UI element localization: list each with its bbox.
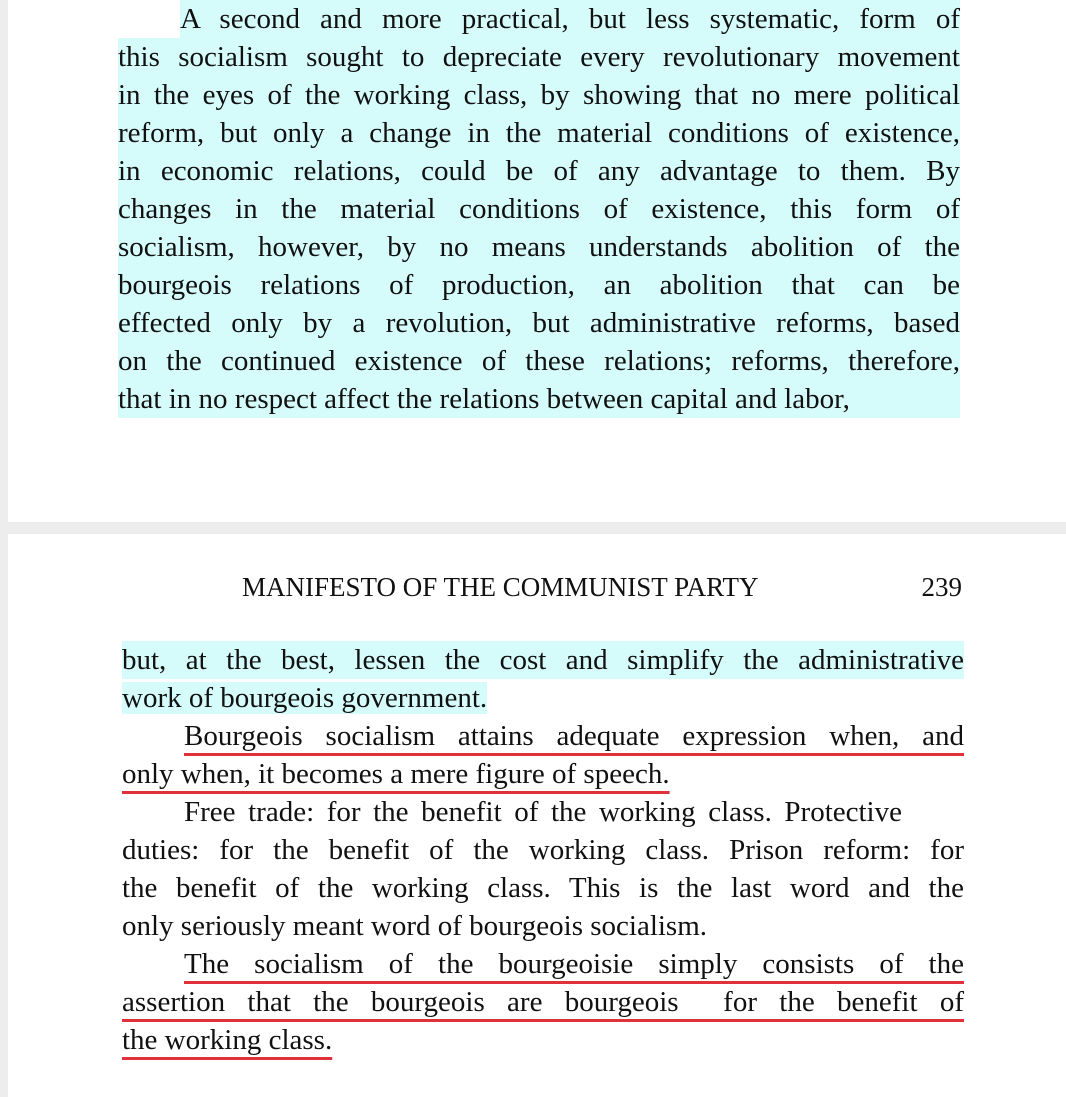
underlined-text: only when, it becomes a mere figure of speech.	[122, 758, 670, 790]
text-line: socialism, however, by no means understands abolition of the	[118, 228, 960, 266]
text-line	[122, 945, 964, 983]
body-text	[122, 641, 964, 1059]
text-line: bourgeois relations of production, an abolition that can be	[118, 266, 960, 304]
highlighted-text: A second and more practical, but less systematic, form of	[180, 0, 960, 38]
underlined-text: Bourgeois socialism attains adequate expression when, and	[184, 720, 964, 752]
page-number: 239	[921, 572, 962, 602]
text-line: effected only by a revolution, but administrative reforms, based	[118, 304, 960, 342]
text-line	[122, 755, 964, 793]
text-line	[122, 679, 964, 717]
underlined-text: The socialism of the bourgeoisie simply consists of the	[184, 948, 964, 980]
highlighted-text: this socialism sought to depreciate every revolutionary movement	[118, 41, 960, 73]
text-line: changes in the material conditions of existence, this form of	[118, 190, 960, 228]
text-line: in the eyes of the working class, by showing that no mere political	[118, 76, 960, 114]
text-line: in economic relations, could be of any advantage to them. By	[118, 152, 960, 190]
text-line	[118, 0, 960, 38]
text-line	[122, 983, 964, 1021]
text-line: the benefit of the working class. This is the last word and the	[122, 872, 964, 904]
highlighted-paragraph	[118, 0, 960, 418]
text-line: duties: for the benefit of the working class. Prison reform: for	[122, 834, 964, 866]
running-head-title: MANIFESTO OF THE COMMUNIST PARTY	[242, 572, 759, 602]
text-line	[122, 717, 964, 755]
text-line: reform, but only a change in the material conditions of existence,	[118, 114, 960, 152]
upper-page	[8, 0, 1066, 522]
text-line: but, at the best, lessen the cost and simplify the administrative	[122, 641, 964, 679]
text-line: only seriously meant word of bourgeois socialism.	[122, 910, 708, 942]
running-header	[242, 570, 962, 604]
underlined-text: assertion that the bourgeois are bourgeois for the benefit of	[122, 986, 964, 1018]
text-line	[122, 1021, 964, 1059]
text-line: on the continued existence of these relations; reforms, therefore,	[118, 342, 960, 380]
highlighted-text: work of bourgeois government.	[122, 682, 488, 714]
text-line: Free trade: for the benefit of the working class. Protective	[184, 796, 902, 828]
lower-page	[8, 534, 1066, 1097]
text-line	[118, 38, 960, 76]
text-line: that in no respect affect the relations between capital and labor,	[118, 380, 960, 418]
underlined-text: the working class.	[122, 1024, 333, 1056]
